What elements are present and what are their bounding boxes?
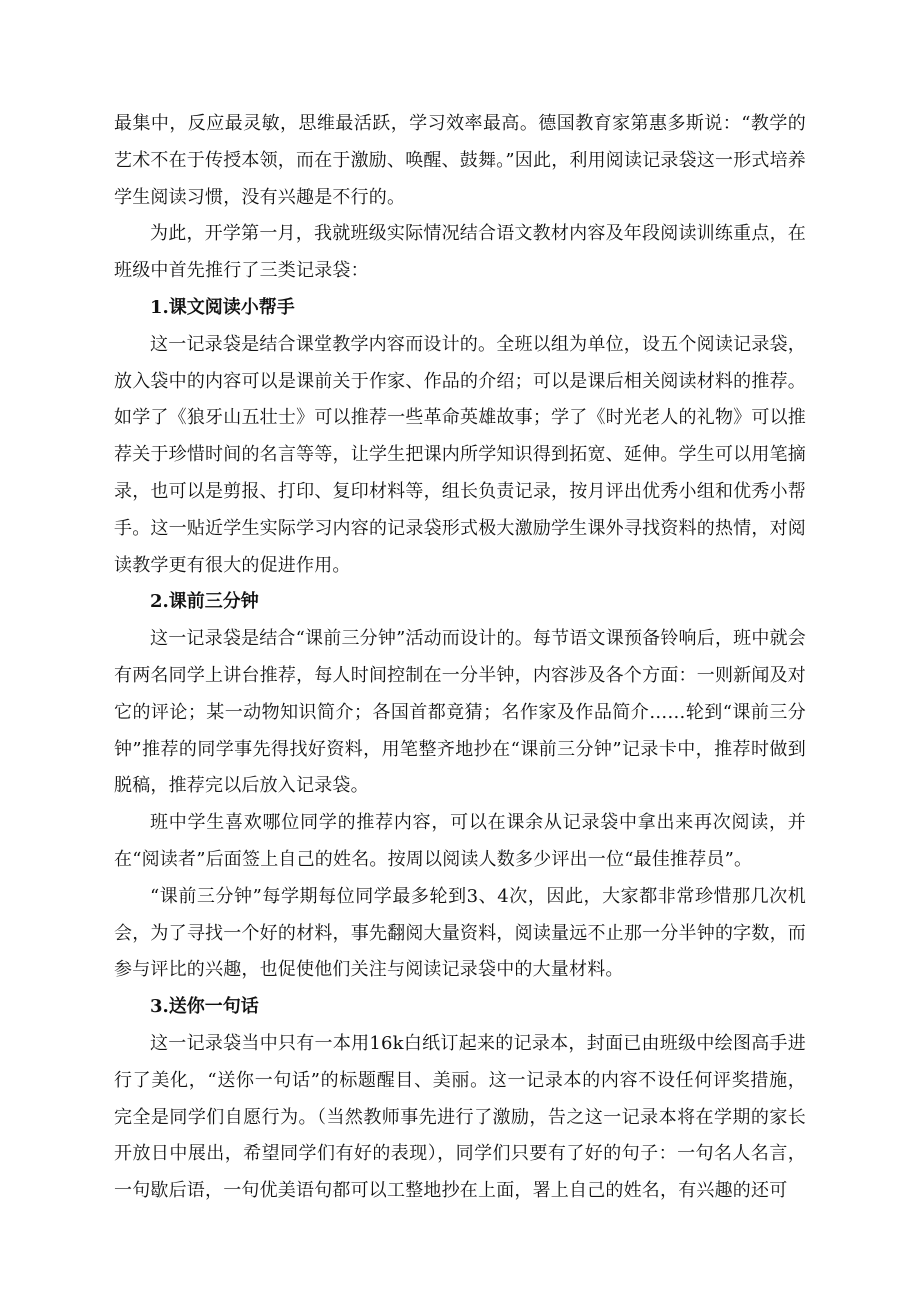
- paragraph-section-1: 这一记录袋是结合课堂教学内容而设计的。全班以组为单位，设五个阅读记录袋，放入袋中的内容可以是课前关于作家、作品的介绍；可以是课后相关阅读材料的推荐。如学了《狼牙山五壮士》可以推荐一些革命英雄故事；学了《时光老人的礼物》可以推荐关于珍惜时间的名言等等，让学生把课内所学知识得到拓宽、延伸。学生可以用笔摘录，也可以是剪报、打印、复印材料等，组长负责记录，按月评出优秀小组和优秀小帮手。这一贴近学生实际学习内容的记录袋形式极大激励学生课外寻找资料的热情，对阅读教学更有很大的促进作用。: [114, 333, 806, 576]
- paragraph-section-2b: 班中学生喜欢哪位同学的推荐内容，可以在课余从记录袋中拿出来再次阅读，并在“阅读者”后面签上自己的姓名。按周以阅读人数多少评出一位“最佳推荐员”。: [114, 812, 806, 870]
- section-heading-3: 3.送你一句话: [150, 996, 259, 1018]
- paragraph-section-2c: “课前三分钟”每学期每位同学最多轮到3、4次，因此，大家都非常珍惜那几次机会，为了寻找一个好的材料，事先翻阅大量资料，阅读量远不止那一分半钟的字数，而参与评比的兴趣，也促使他们关注与阅读记录袋中的大量材料。: [114, 885, 806, 981]
- paragraph-section-3: 这一记录袋当中只有一本用16k白纸订起来的记录本，封面已由班级中绘图高手进行了美化，“送你一句话”的标题醒目、美丽。这一记录本的内容不设任何评奖措施，完全是同学们自愿行为。（当然教师事先进行了激励，告之这一记录本将在学期的家长开放日中展出，希望同学们有好的表现），同学们只要有了好的句子：一句名人名言，一句歇后语，一句优美语句都可以工整地抄在上面，署上自己的姓名，有兴趣的还可: [114, 1032, 806, 1202]
- section-heading-2: 2.课前三分钟: [150, 591, 259, 613]
- paragraph-section-2a: 这一记录袋是结合“课前三分钟”活动而设计的。每节语文课预备铃响后，班中就会有两名同学上讲台推荐，每人时间控制在一分半钟，内容涉及各个方面：一则新闻及对它的评论；某一动物知识简介；各国首都竟猜；名作家及作品简介……轮到“课前三分钟”推荐的同学事先得找好资料，用笔整齐地抄在“课前三分钟”记录卡中，推荐时做到脱稿，推荐完以后放入记录袋。: [114, 628, 806, 797]
- paragraph-intro: 为此，开学第一月，我就班级实际情况结合语文教材内容及年段阅读训练重点，在班级中首先推行了三类记录袋：: [114, 223, 806, 282]
- document-body: [114, 106, 806, 1210]
- paragraph-continuation: 最集中，反应最灵敏，思维最活跃，学习效率最高。德国教育家第惠多斯说：“教学的艺术不在于传授本领，而在于激励、唤醒、鼓舞。”因此，利用阅读记录袋这一形式培养学生阅读习惯，没有兴趣是不行的。: [114, 113, 806, 208]
- section-heading-1: 1.课文阅读小帮手: [150, 296, 295, 318]
